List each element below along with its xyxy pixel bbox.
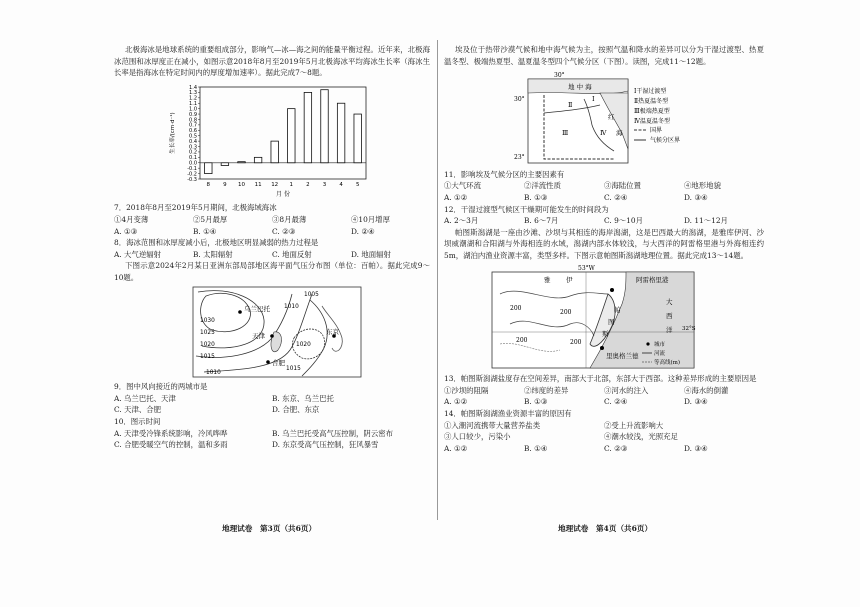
- tokyo-label: 东京: [326, 327, 339, 336]
- isobar-label-1020b: 1020: [296, 341, 311, 348]
- q9-answer-a: A. 乌兰巴托、天津: [114, 393, 176, 403]
- mediterranean-label: 地 中 海: [568, 83, 592, 92]
- y-tick-label: 0.2: [189, 149, 197, 156]
- question-12: 12．干湿过渡型气候区干燥期可能发生的时间段为: [444, 204, 609, 214]
- y-tick-label: 1.1: [189, 100, 197, 107]
- ice-growth-chart: [166, 81, 430, 203]
- question-13: 13．帕图斯潟湖盐度存在空间差异，南部大于北部，东部大于西部。这种差异形成的主要原因是: [444, 374, 757, 384]
- x-tick-label: 3: [322, 181, 327, 188]
- river-label-2: 伊: [566, 275, 573, 284]
- zone-2-label: Ⅱ: [568, 101, 573, 110]
- q7-answer-a: A. ①③: [114, 226, 138, 236]
- egypt-lon-label: 30°: [554, 72, 565, 80]
- x-tick-label: 9: [223, 181, 227, 188]
- right-footer: 地理试卷 第4页（共6页）: [558, 524, 653, 533]
- q14-options: [444, 420, 764, 443]
- q13-answer-a: A. ①②: [444, 397, 468, 407]
- y-tick-label: 0.5: [189, 133, 197, 140]
- question-8: 8．海冰范围和冰厚度减小后，北极地区明显减弱的热力过程是: [114, 238, 319, 248]
- q9-answer-b: B. 东京、乌兰巴托: [272, 393, 334, 403]
- q14-answer-a: A. ①②: [444, 443, 468, 453]
- q11-option-1: ①大气环流: [444, 181, 481, 191]
- q13-options: [444, 385, 764, 397]
- q13-answers: [444, 396, 764, 408]
- q14-answer-c: C. ②③: [604, 443, 628, 453]
- y-tick-label: 0.3: [189, 144, 197, 151]
- q14-option-2: ②受上升流影响大: [604, 420, 664, 430]
- contour-label-b: 200: [560, 308, 572, 316]
- q11-answer-c: C. ②④: [604, 192, 628, 202]
- y-tick-label: 1.0: [189, 106, 197, 113]
- q14-option-3: ③人口较少，污染小: [444, 432, 511, 442]
- x-tick-label: 2: [306, 181, 310, 188]
- bar-1: [288, 108, 295, 162]
- x-tick-label: 1: [289, 181, 294, 188]
- y-tick-label: -0.2: [187, 171, 197, 178]
- contour-label-a: 200: [510, 304, 522, 312]
- ulaanbaatar-label: 乌兰巴托: [244, 304, 270, 313]
- q9-answer-d: D. 合肥、东京: [272, 405, 320, 415]
- tianjin-marker: [270, 334, 274, 338]
- q10-answer-b: B. 乌兰巴托受高气压控制，阴云密布: [272, 428, 393, 438]
- q7-option-1: ①4月变薄: [114, 214, 149, 224]
- q13-option-2: ②纬度的差异: [524, 385, 569, 395]
- lagoon-lon-label: 53°W: [578, 264, 595, 272]
- rio-grande-label: 里奥格兰德: [606, 351, 639, 360]
- q9-answer-c: C. 天津、合肥: [114, 405, 162, 415]
- legend-6: 气候分区界: [650, 137, 681, 145]
- q8-answer-d: D. 地面辐射: [351, 249, 391, 259]
- y-tick-label: 0.0: [189, 160, 197, 167]
- legend-city-symbol: [646, 342, 649, 345]
- lagoon-map: [490, 264, 764, 374]
- legend-2: Ⅱ热夏温冬型: [634, 98, 669, 106]
- red-sea-label-1: 红: [608, 113, 615, 122]
- bar-4: [337, 103, 344, 163]
- lat-30-label: 30°: [514, 96, 525, 104]
- bar-5: [354, 114, 361, 163]
- y-tick-label: 1.2: [189, 95, 197, 102]
- hefei-label: 合肥: [272, 358, 285, 367]
- lagoon-lat-label: 32°S: [682, 325, 696, 332]
- y-tick-label: 0.4: [189, 138, 197, 145]
- q14-answers: [444, 443, 764, 455]
- q9-answers: [114, 393, 430, 416]
- q12-answer-a: A. 2～3月: [444, 216, 479, 226]
- q12-answers: [444, 215, 764, 227]
- red-sea-label-2: 海: [616, 129, 623, 138]
- contour-label-c: 200: [516, 336, 528, 344]
- left-column: [114, 44, 430, 451]
- pressure-map: [192, 286, 430, 382]
- isobar-label-1015: 1015: [200, 353, 215, 360]
- x-axis-label: 月 份: [276, 190, 290, 198]
- zone-4-label: Ⅳ: [600, 129, 607, 138]
- y-tick-label: 0.9: [189, 111, 197, 118]
- q11-12-intro: 埃及位于热带沙漠气候和地中海气候为主，按照气温和降水的差异可以分为干湿过渡型、热夏温冬型、极端热夏型、温夏温冬型四个气候分区（下图）。读图，完成11～12题。: [444, 45, 764, 66]
- porto-alegre-label: 阿雷格里港: [636, 275, 669, 284]
- q11-option-4: ④地形地貌: [684, 181, 721, 191]
- q13-14-intro: 帕图斯潟湖是一座由沙滩、沙坝与其相连的海岸潟湖，这是巴西最大的潟湖，是雅库伊河、沙坝威潮湖和合阳湖与外海相连的水域，潟湖内部水体较浅，与大西洋的阿雷格里港与外海相连约5m，湖泊内渔业资源丰富，类型多样。下图示意帕图斯潟湖地理位置。据此完成13～14题。: [444, 227, 764, 260]
- q10-answer-c: C. 合肥受暖空气的控制，温和多雨: [114, 440, 228, 450]
- q11-option-2: ②洋流性质: [524, 181, 561, 191]
- ocean-label-2: 西: [666, 311, 673, 320]
- q13-option-1: ①沙坝的阻隔: [444, 385, 489, 395]
- egypt-climate-svg: [504, 69, 704, 165]
- isobar-map-svg: [192, 286, 362, 378]
- bar-2: [304, 92, 311, 162]
- y-tick-label: -0.1: [187, 165, 197, 172]
- legend-5: 国界: [650, 127, 663, 135]
- q10-answer-d: D. 东京受高气压控制，狂风暴雪: [272, 440, 379, 450]
- x-tick-label: 4: [339, 181, 343, 188]
- bar-10: [238, 161, 245, 162]
- q7-answer-c: C. ②③: [272, 226, 296, 236]
- question-11: 11．影响埃及气候分区的主要因素有: [444, 169, 565, 179]
- q12-answer-d: D. 11～12月: [684, 216, 728, 226]
- isobar-label-1025: 1025: [200, 329, 215, 336]
- q7-answer-d: D. ②④: [351, 226, 375, 236]
- x-tick-label: 10: [238, 181, 245, 188]
- y-tick-label: 1.4: [189, 84, 197, 91]
- legend-1: Ⅰ干湿过渡型: [634, 88, 667, 96]
- column-divider: [437, 40, 438, 520]
- q7-answer-b: B. ①④: [193, 226, 217, 236]
- ulaanbaatar-marker: [238, 310, 242, 314]
- q13-answer-b: B. ①③: [524, 397, 548, 407]
- y-tick-label: 0.8: [189, 117, 197, 124]
- q11-answer-d: D. ③④: [684, 192, 708, 202]
- x-tick-label: 5: [355, 181, 360, 188]
- legend-contour-label: 等高线(m): [654, 359, 681, 366]
- q10-answer-a: A. 天津受冷锋系统影响，冷风哗哗: [114, 428, 228, 438]
- bar-8: [205, 163, 212, 174]
- q11-options: [444, 180, 764, 192]
- y-axis-label: 生长率/(cm·d⁻¹): [170, 112, 176, 154]
- y-tick-label: 0.7: [189, 122, 197, 129]
- bar-11: [254, 157, 261, 162]
- river-label-1: 雅: [544, 275, 551, 284]
- q13-option-4: ④海水的倒灌: [684, 385, 729, 395]
- q11-option-3: ③海陆位置: [604, 181, 641, 191]
- isobar-label-1010: 1010: [206, 369, 221, 376]
- question-14: 14．帕图斯潟湖渔业资源丰富的原因有: [444, 408, 572, 418]
- bar-chart-svg: [166, 81, 376, 199]
- x-tick-label: 8: [206, 181, 211, 188]
- y-tick-label: 0.6: [189, 127, 197, 134]
- q10-answers: [114, 428, 430, 451]
- q7-option-3: ③8月最薄: [272, 214, 307, 224]
- q13-answer-d: D. ③④: [684, 397, 708, 407]
- lagoon-label-3: 斯: [602, 329, 609, 338]
- question-10: 10．图示时间: [114, 416, 161, 426]
- q12-answer-b: B. 6～7月: [524, 216, 559, 226]
- tianjin-label: 天津: [252, 331, 265, 340]
- contour-label-d: 200: [570, 338, 582, 346]
- q12-answer-c: C. 9～10月: [604, 216, 643, 226]
- hefei-marker: [266, 360, 270, 364]
- isobar-label-1030: 1030: [200, 317, 215, 324]
- x-tick-label: 11: [254, 181, 262, 188]
- q11-answer-b: B. ①③: [524, 192, 548, 202]
- isobar-label-1015b: 1015: [286, 365, 301, 372]
- lagoon-label-2: 图: [608, 317, 615, 326]
- q7-options: [114, 214, 430, 226]
- bar-3: [321, 89, 328, 162]
- porto-alegre-marker: [610, 288, 614, 292]
- y-tick-label: 1.3: [189, 89, 197, 96]
- ocean-label-1: 大: [666, 297, 673, 306]
- q14-answer-b: B. ①④: [524, 443, 548, 453]
- legend-3: Ⅲ极端热夏型: [634, 108, 670, 116]
- q7-option-2: ②5月最厚: [193, 214, 228, 224]
- legend-4: Ⅳ温夏温冬型: [634, 118, 670, 126]
- q8-answers: [114, 249, 430, 261]
- rio-grande-marker: [600, 346, 604, 350]
- bar-12: [271, 141, 278, 163]
- q7-8-intro: 北极海冰是地球系统的重要组成部分，影响气—冰—海之间的能量平衡过程。近年来，北极海冰范围和冰厚度正在减小，如图示意2018年8月至2019年5月北极海冰平均海冰生长率（海冰生长率是指海冰在特定时间内的厚度增加速率）。据此完成7～8题。: [114, 45, 430, 78]
- ocean-label-3: 洋: [666, 325, 673, 334]
- bar-9: [221, 163, 228, 166]
- legend-city-label: 城市: [654, 341, 666, 348]
- question-7: 7．2018年8月至2019年5月期间，北极海域海冰: [114, 203, 277, 213]
- q7-answers: [114, 226, 430, 238]
- right-column: [444, 44, 764, 454]
- isobar-label-1010b: 1010: [284, 303, 299, 310]
- isobar-label-1020: 1020: [200, 341, 215, 348]
- q13-option-3: ③河水的注入: [604, 385, 649, 395]
- q9-10-intro: 下图示意2024年2月某日亚洲东部局部地区海平面气压分布图（单位：百帕）。据此完成9～10题。: [114, 261, 430, 282]
- q13-answer-c: C. ②④: [604, 397, 628, 407]
- zone-1-label: Ⅰ: [592, 95, 595, 104]
- q11-answers: [444, 192, 764, 204]
- q14-answer-d: D. ③④: [684, 443, 708, 453]
- legend-river-label: 河流: [654, 350, 666, 357]
- q8-answer-a: A. 大气逆辐射: [114, 249, 161, 259]
- q14-option-1: ①入潮河流携带大量营养盐类: [444, 420, 541, 430]
- q8-answer-b: B. 太阳辐射: [193, 249, 233, 259]
- q8-answer-c: C. 地面反射: [272, 249, 312, 259]
- x-tick-label: 12: [271, 181, 279, 188]
- q14-option-4: ④潮水较浅，光照充足: [604, 432, 678, 442]
- lagoon-label-1: 帕: [614, 305, 621, 314]
- q7-option-4: ④10月增厚: [351, 214, 390, 224]
- lat-23-label: 23°: [514, 154, 525, 162]
- patos-lagoon-svg: [490, 264, 696, 370]
- zone-3-label: Ⅲ: [562, 129, 569, 138]
- left-footer: 地理试卷 第3页（共6页）: [222, 524, 317, 533]
- question-9: 9．图中风向接近的两城市是: [114, 382, 208, 392]
- egypt-map: [504, 69, 764, 169]
- isobar-label-1005: 1005: [304, 291, 319, 298]
- y-tick-label: 0.1: [189, 154, 197, 161]
- q11-answer-a: A. ①②: [444, 192, 468, 202]
- y-tick-label: -0.3: [187, 176, 197, 183]
